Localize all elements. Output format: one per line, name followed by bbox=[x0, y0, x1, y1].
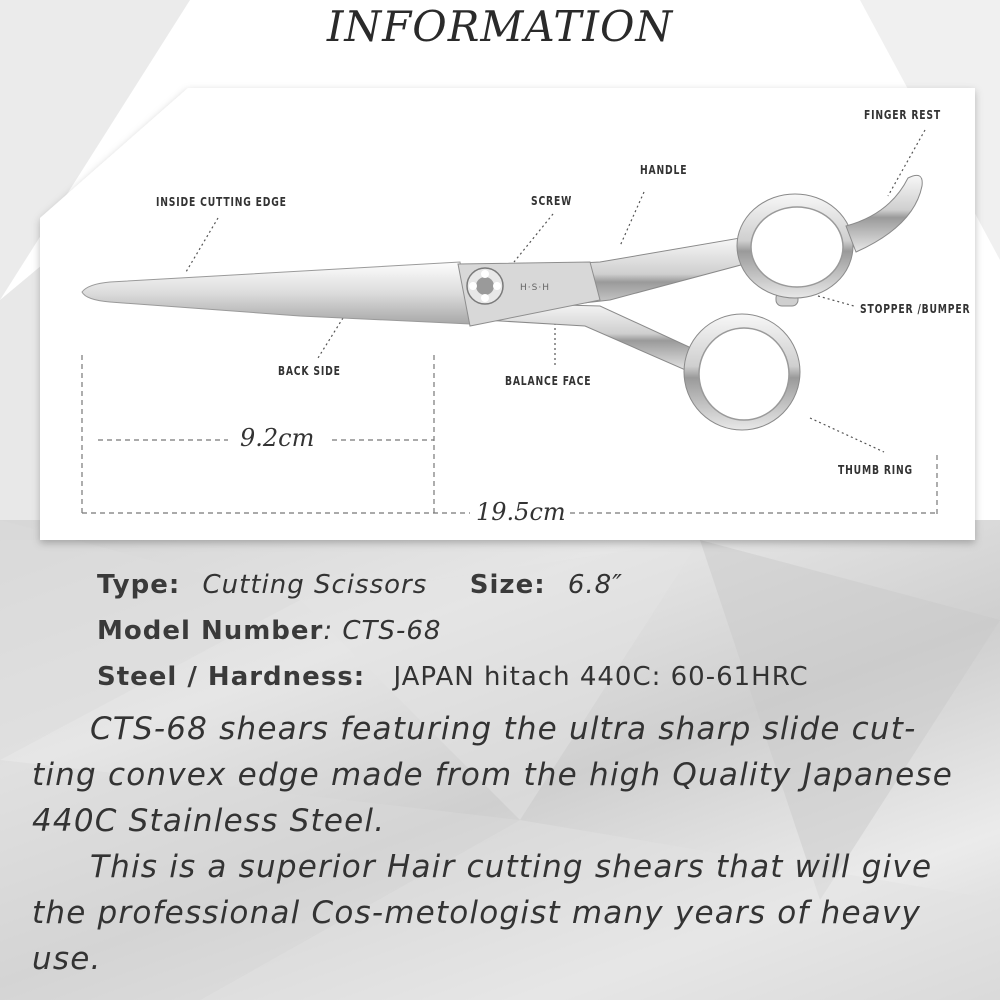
description-p1-line1: CTS-68 shears featuring the ultra sharp slide cut- bbox=[90, 711, 917, 747]
spec-model-label: Model Number bbox=[97, 616, 324, 646]
spec-size-value: 6.8″ bbox=[567, 570, 623, 600]
callout-handle: HANDLE bbox=[640, 162, 688, 177]
callout-balance-face: BALANCE FACE bbox=[505, 373, 592, 388]
spec-size-label: Size: bbox=[469, 570, 546, 600]
spec-type-label: Type: bbox=[97, 570, 181, 600]
description-p2-line2: the professional Cos-metologist many years of heavy bbox=[32, 895, 922, 931]
callout-back-side: BACK SIDE bbox=[278, 363, 341, 378]
callout-stopper-bumper: STOPPER /BUMPER bbox=[860, 301, 971, 316]
spec-model-value: : CTS-68 bbox=[323, 616, 442, 646]
spec-type-size-row bbox=[97, 562, 977, 608]
dimension-total-length: 19.5cm bbox=[472, 498, 570, 526]
page-title: INFORMATION bbox=[326, 2, 674, 51]
spec-type-value: Cutting Scissors bbox=[202, 570, 428, 600]
description-p1-line2: ting convex edge made from the high Quality Japanese bbox=[32, 757, 953, 793]
description-p2-line3: use. bbox=[32, 941, 102, 977]
callout-screw: SCREW bbox=[531, 193, 573, 208]
dimension-blade-length: 9.2cm bbox=[236, 424, 318, 452]
spec-model-row bbox=[97, 608, 977, 654]
product-description bbox=[32, 706, 972, 982]
callout-finger-rest: FINGER REST bbox=[864, 107, 941, 122]
description-p2-line1: This is a superior Hair cutting shears that will give bbox=[90, 849, 933, 885]
spec-steel-value: JAPAN hitach 440C: 60-61HRC bbox=[393, 662, 809, 692]
brand-mark: H·S·H bbox=[520, 283, 550, 293]
description-p1-line3: 440C Stainless Steel. bbox=[32, 803, 386, 839]
callout-inside-cutting-edge: INSIDE CUTTING EDGE bbox=[156, 194, 287, 209]
spec-steel-label: Steel / Hardness: bbox=[97, 662, 366, 692]
spec-steel-row bbox=[97, 654, 977, 700]
callout-thumb-ring: THUMB RING bbox=[838, 462, 913, 477]
specs-section bbox=[97, 562, 977, 700]
